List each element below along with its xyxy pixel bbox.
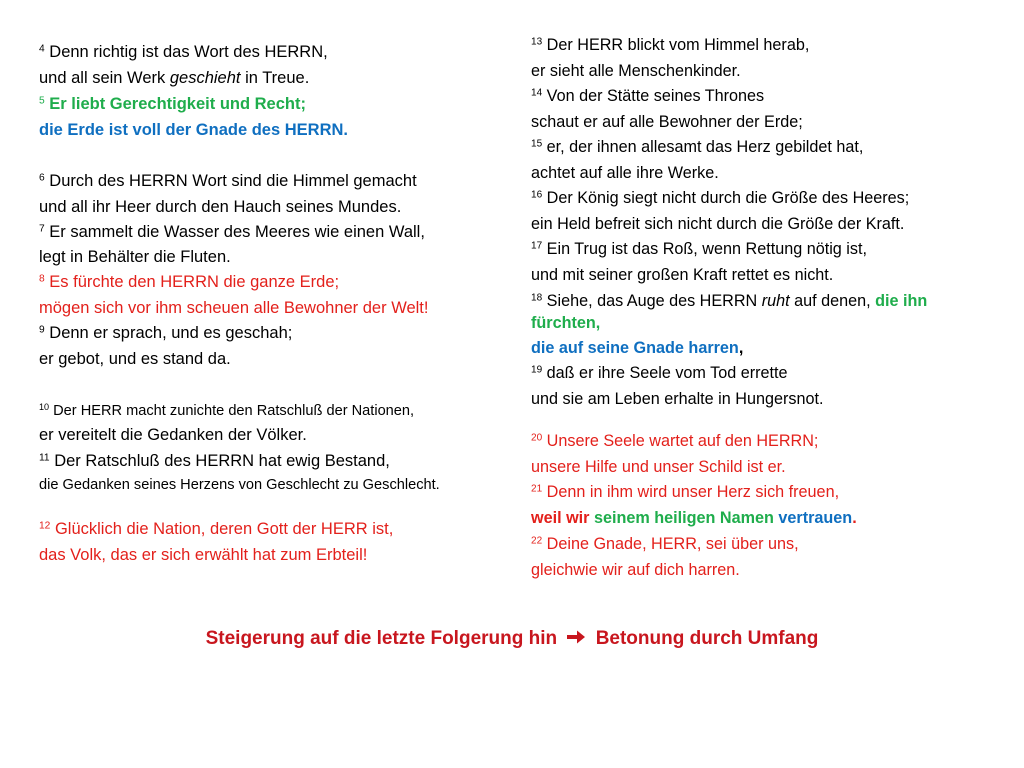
verse-text: und all sein Werk — [39, 69, 170, 87]
verse-text: Deine Gnade, HERR, sei über uns, — [542, 535, 799, 553]
verse-line — [531, 137, 863, 157]
verse-text: legt in Behälter die Fluten. — [39, 248, 231, 266]
verse-text: Er sammelt die Wasser des Meeres wie einen Wall, — [44, 223, 425, 241]
verse-line — [531, 291, 927, 311]
arrow-right-icon — [566, 628, 586, 650]
verse-line — [39, 349, 231, 369]
verse-text: Von der Stätte seines Thrones — [542, 87, 765, 105]
verse-line — [39, 298, 428, 318]
verse-line — [39, 425, 307, 445]
verse-number: 20 — [531, 432, 543, 444]
verse-line — [39, 519, 393, 539]
caption-part-before: Steigerung auf die letzte Folgerung hin — [205, 628, 558, 649]
verse-line — [531, 313, 600, 333]
verse-line — [531, 188, 909, 208]
verse-text: die ihn — [875, 292, 928, 310]
verse-line — [531, 482, 839, 502]
verse-text: und all ihr Heer durch den Hauch seines Mundes. — [39, 198, 402, 216]
verse-line — [531, 560, 740, 580]
verse-text: Glücklich die Nation, deren Gott der HERR ist, — [50, 520, 394, 538]
verse-line — [531, 338, 743, 358]
verse-number: 8 — [39, 273, 45, 285]
verse-text: weil wir — [531, 509, 594, 527]
verse-text: das Volk, das er sich erwählt hat zum Erbteil! — [39, 546, 368, 564]
verse-text: schaut er auf alle Bewohner der Erde; — [531, 113, 803, 131]
caption-part-after: Betonung durch Umfang — [595, 628, 819, 649]
verse-text: in Treue. — [240, 69, 310, 87]
verse-text: Durch des HERRN Wort sind die Himmel gemacht — [44, 172, 417, 190]
verse-line — [531, 389, 823, 409]
verse-text: . — [852, 509, 857, 527]
verse-line — [531, 214, 904, 234]
verse-line — [39, 247, 231, 267]
verse-number: 10 — [39, 402, 50, 413]
verse-line — [531, 431, 818, 451]
verse-number: 4 — [39, 43, 45, 55]
verse-text: auf denen, — [789, 292, 876, 310]
summary-caption — [0, 628, 1024, 650]
verse-line — [39, 171, 417, 191]
verse-line — [531, 86, 764, 106]
verse-line — [531, 457, 786, 477]
verse-line — [39, 323, 292, 343]
verse-line — [39, 545, 367, 565]
verse-text: seinem heiligen Namen — [593, 509, 774, 527]
verse-text: , — [738, 339, 744, 357]
verse-text: Der Ratschluß des HERRN hat ewig Bestand, — [49, 452, 390, 470]
verse-text: er gebot, und es stand da. — [39, 350, 231, 368]
verse-text: Siehe, das Auge des HERRN — [542, 292, 762, 310]
verse-line — [39, 451, 390, 471]
verse-line — [531, 508, 857, 528]
verse-text: Es fürchte den HERRN die ganze Erde; — [44, 273, 340, 291]
verse-line — [39, 197, 401, 217]
verse-line — [531, 239, 867, 259]
verse-text: gleichwie wir auf dich harren. — [531, 561, 740, 579]
verse-text: und mit seiner großen Kraft rettet es nicht. — [531, 266, 834, 284]
verse-number: 18 — [531, 292, 543, 304]
verse-line — [531, 35, 809, 55]
verse-line — [531, 534, 799, 554]
verse-line — [39, 401, 414, 421]
verse-number: 7 — [39, 223, 45, 235]
verse-text: und sie am Leben erhalte in Hungersnot. — [531, 390, 824, 408]
verse-text: Denn er sprach, und es geschah; — [44, 324, 293, 342]
verse-line — [531, 363, 788, 383]
verse-line — [531, 112, 803, 132]
verse-line — [531, 265, 833, 285]
verse-text: Denn richtig ist das Wort des HERRN, — [44, 43, 328, 61]
verse-line — [39, 272, 339, 292]
verse-number: 12 — [39, 520, 51, 532]
verse-text: er sieht alle Menschenkinder. — [531, 62, 741, 80]
verse-text: die Gedanken seines Herzens von Geschlecht zu Geschlecht. — [39, 477, 440, 493]
verse-line — [39, 120, 348, 140]
verse-text: ein Held befreit sich nicht durch die Größe der Kraft. — [531, 215, 905, 233]
verse-number: 19 — [531, 364, 543, 376]
verse-number: 11 — [39, 452, 50, 464]
verse-text: Der HERR macht zunichte den Ratschluß der Nationen, — [49, 403, 415, 419]
verse-text: fürchten, — [531, 314, 601, 332]
verse-number: 6 — [39, 172, 45, 184]
verse-number: 5 — [39, 95, 45, 107]
verse-text: achtet auf alle ihre Werke. — [531, 164, 719, 182]
verse-number: 14 — [531, 87, 543, 99]
verse-text: Denn in ihm wird unser Herz sich freuen, — [542, 483, 840, 501]
verse-line — [39, 94, 306, 114]
verse-text: Er liebt Gerechtigkeit und Recht; — [44, 95, 306, 113]
verse-text: geschieht — [169, 69, 241, 87]
verse-text: mögen sich vor ihm scheuen alle Bewohner der Welt! — [39, 299, 429, 317]
verse-line — [39, 222, 425, 242]
verse-text: Der HERR blickt vom Himmel herab, — [542, 36, 810, 54]
verse-text: daß er ihre Seele vom Tod errette — [542, 364, 788, 382]
verse-number: 13 — [531, 36, 543, 48]
verse-line — [531, 163, 719, 183]
verse-text: unsere Hilfe und unser Schild ist er. — [531, 458, 786, 476]
verse-line — [531, 61, 741, 81]
verse-number: 17 — [531, 240, 543, 252]
verse-text: vertrauen — [773, 509, 853, 527]
verse-number: 22 — [531, 535, 543, 547]
verse-line — [39, 477, 509, 493]
verse-line — [39, 68, 309, 88]
verse-number: 15 — [531, 138, 543, 150]
verse-number: 16 — [531, 189, 543, 201]
verse-text: Der König siegt nicht durch die Größe des Heeres; — [542, 189, 910, 207]
verse-text: Unsere Seele wartet auf den HERRN; — [542, 432, 819, 450]
verse-text: die auf seine Gnade harren — [531, 339, 739, 357]
verse-text: er vereitelt die Gedanken der Völker. — [39, 426, 307, 444]
verse-number: 9 — [39, 324, 45, 336]
verse-line — [39, 42, 328, 62]
verse-text: ruht — [761, 292, 790, 310]
verse-text: Ein Trug ist das Roß, wenn Rettung nötig ist, — [542, 240, 867, 258]
verse-text: er, der ihnen allesamt das Herz gebildet hat, — [542, 138, 864, 156]
verse-number: 21 — [531, 483, 543, 495]
verse-text: die Erde ist voll der Gnade des HERRN. — [39, 121, 348, 139]
